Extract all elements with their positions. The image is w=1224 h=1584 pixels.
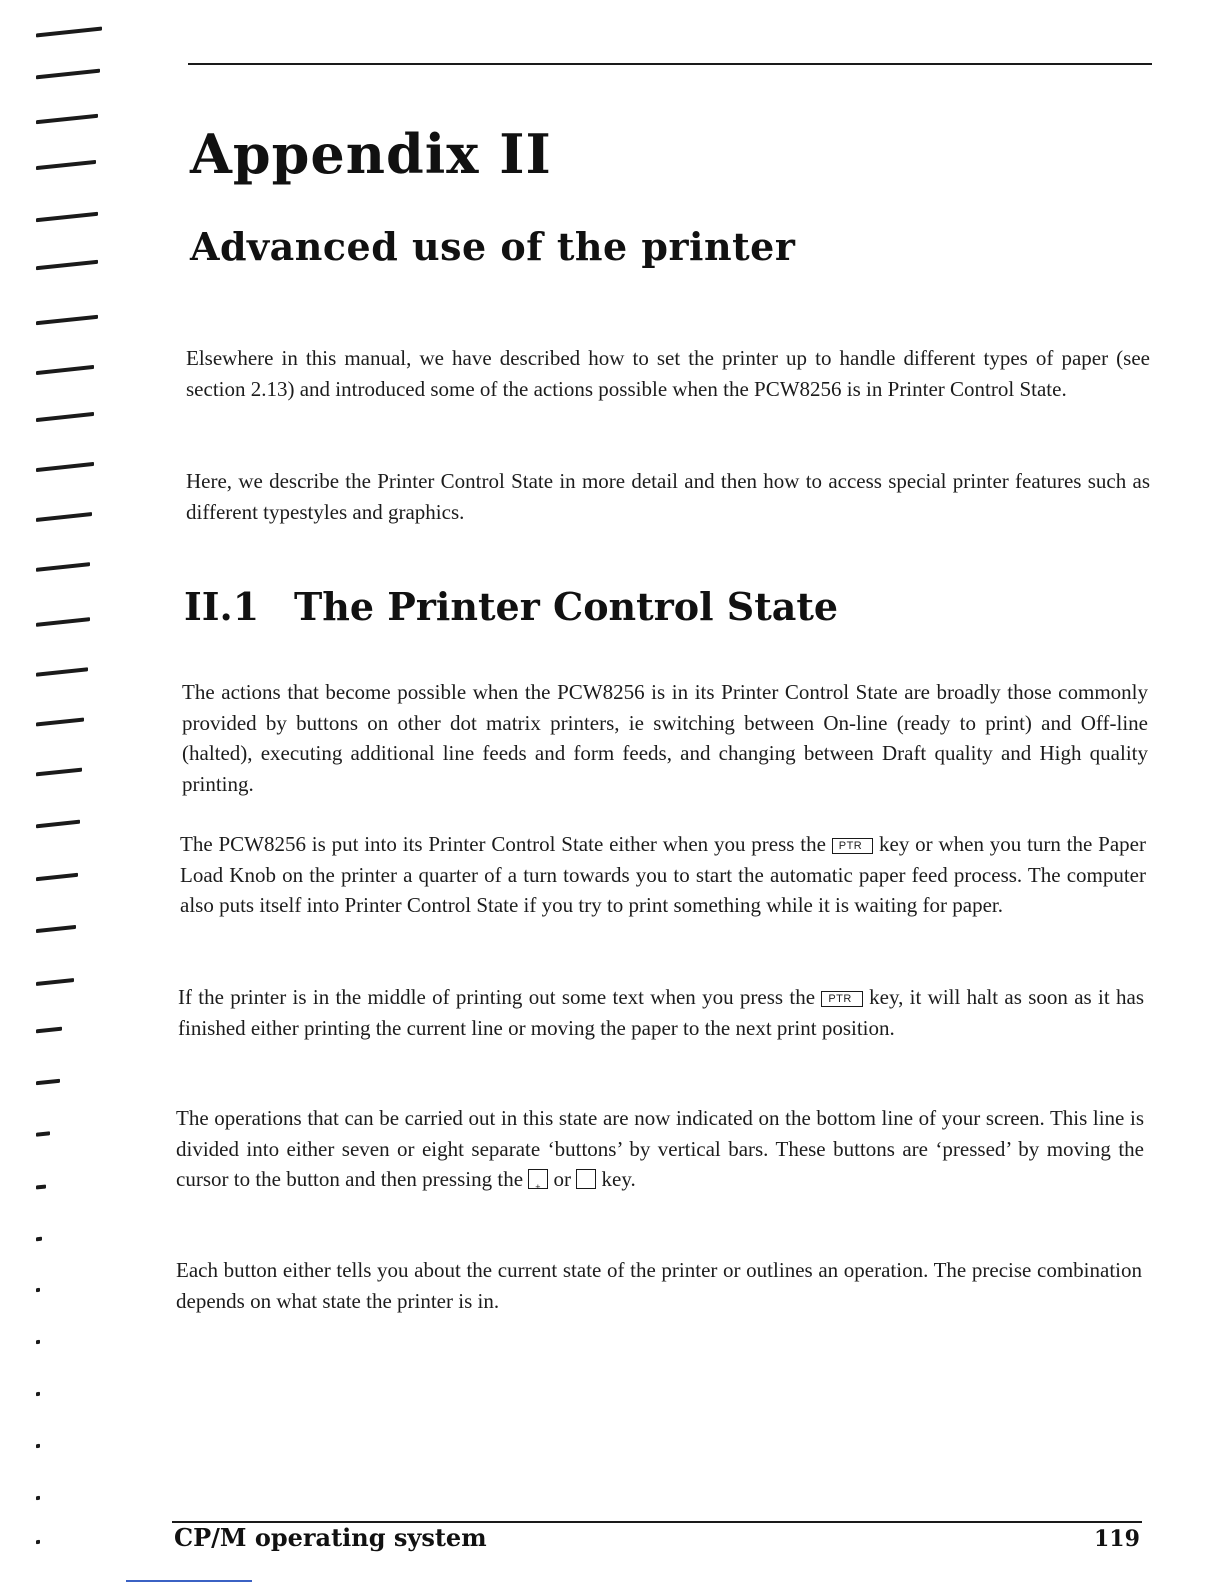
binding-tick (36, 717, 84, 726)
binding-tick (36, 667, 88, 676)
binding-tick (36, 873, 78, 881)
binding-tick (36, 114, 98, 125)
binding-tick (36, 1237, 42, 1242)
text-run: key, it will halt as soon as it has finished either printing the current line or moving the paper to the next print position. (178, 985, 1144, 1040)
body-paragraph-4 (176, 1103, 1144, 1195)
binding-tick (36, 462, 94, 472)
binding-tick (36, 1392, 40, 1396)
appendix-subtitle: Advanced use of the printer (190, 224, 796, 269)
plus-key-label: + (535, 1182, 541, 1192)
binding-tick (36, 617, 90, 627)
intro-paragraph-2: Here, we describe the Printer Control State in more detail and then how to access special printer features such as different typestyles and graphics. (186, 469, 1150, 524)
binding-tick (36, 1027, 62, 1034)
appendix-title: Appendix II (190, 122, 552, 186)
text-run: key. (601, 1167, 636, 1191)
body-paragraph-1: The actions that become possible when the PCW8256 is in its Printer Control State are broadly those commonly provided by buttons on other dot matrix printers, ie switching between On-line (ready to print) and Off-line (halted), executing additional line feeds and form feeds, and changing between Draft quality and High quality printing. (182, 680, 1148, 796)
section-heading (184, 584, 838, 629)
footer-title: CP/M operating system (174, 1523, 487, 1552)
text-run: or (553, 1167, 572, 1191)
text-run: If the printer is in the middle of printing out some text when you press the (178, 985, 816, 1009)
binding-tick (36, 1444, 40, 1448)
binding-tick (36, 27, 102, 38)
binding-tick (36, 212, 98, 223)
binding-tick (36, 1131, 50, 1136)
binding-tick (36, 1184, 46, 1189)
binding-tick (36, 978, 74, 986)
body-paragraph-2 (180, 829, 1146, 921)
binding-tick (36, 820, 80, 829)
ptr-key-icon: PTR (821, 991, 863, 1007)
footer-underline (126, 1580, 252, 1582)
text-run: The PCW8256 is put into its Printer Control State either when you press the (180, 832, 826, 856)
body-paragraph-5: Each button either tells you about the current state of the printer or outlines an operation. The precise combination depends on what state the printer is in. (176, 1258, 1142, 1313)
binding-tick (36, 260, 98, 271)
top-rule (188, 63, 1152, 65)
binding-tick (36, 412, 94, 422)
binding-tick (36, 69, 100, 80)
page-number: 119 (1094, 1526, 1140, 1552)
enter-key-icon (576, 1169, 596, 1189)
binding-tick (36, 315, 98, 326)
binding-tick (36, 1496, 40, 1500)
intro-paragraph-1: Elsewhere in this manual, we have described how to set the printer up to handle different types of paper (see section 2.13) and introduced some of the actions possible when the PCW8256 is in Printer Control State. (186, 346, 1150, 401)
text-run: The operations that can be carried out in this state are now indicated on the bottom line of your screen. This line is divided into either seven or eight separate ‘buttons’ by vertical bars. These buttons are ‘pressed’ by moving the cursor to the button and then pressing the (176, 1106, 1144, 1191)
text-run: key or when you turn the Paper Load Knob on the printer a quarter of a turn towards you to start the automatic paper feed process. The computer also puts itself into Printer Control State if you try to print something while it is waiting for paper. (180, 832, 1146, 917)
ptr-key-icon: PTR (832, 838, 874, 854)
binding-marks (18, 20, 98, 1580)
binding-tick (36, 365, 94, 375)
binding-tick (36, 1079, 60, 1086)
body-paragraph-3 (178, 982, 1144, 1043)
binding-tick (36, 562, 90, 572)
binding-tick (36, 925, 76, 933)
section-title: The Printer Control State (294, 584, 839, 629)
binding-tick (36, 160, 96, 170)
binding-tick (36, 1340, 40, 1344)
binding-tick (36, 512, 92, 522)
section-number: II.1 (184, 584, 260, 629)
plus-key-icon (528, 1169, 548, 1192)
binding-tick (36, 768, 82, 777)
binding-tick (36, 1288, 40, 1292)
binding-tick (36, 1540, 40, 1544)
